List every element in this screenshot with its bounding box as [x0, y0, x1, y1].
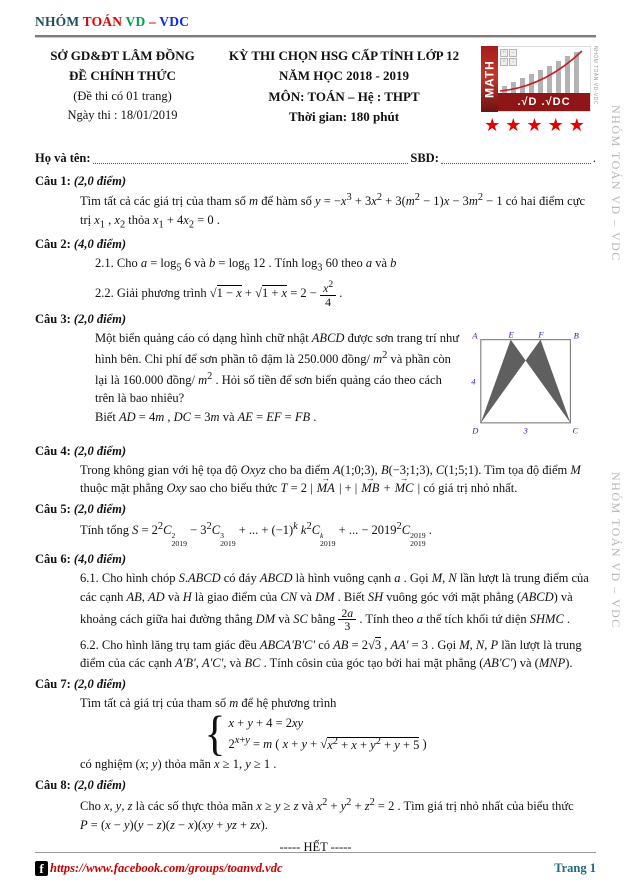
figure-label-F: F [538, 329, 544, 340]
brand-part-dash: – [145, 14, 160, 29]
question-2-points: (4,0 điểm) [73, 237, 126, 252]
figure-label-D: D [472, 425, 479, 436]
figure-label-E: E [508, 329, 514, 340]
side-watermark-top: NHÓM TOÁN VD – VDC [609, 105, 623, 262]
question-8-body: Cho x, y, z là các số thực thỏa mãn x ≥ y ≥ z và $x^2 + y^2 + z^2 = 2$ . Tìm giá trị nhỏ nhất của biểu thức P = (x − y)(y − z)(z − x)(xy + yz + zx). [80, 796, 574, 832]
question-7-outro: có nghiệm (x; y) thỏa mãn x ≥ 1, y ≥ 1 . [80, 757, 277, 772]
question-6 [35, 550, 596, 673]
exam-official-label: ĐỀ CHÍNH THỨC [69, 68, 176, 84]
figure-label-A: A [472, 330, 478, 341]
page-number: Trang 1 [554, 861, 596, 876]
school-year: NĂM HỌC 2018 - 2019 [279, 68, 409, 84]
question-2-item-2: 2.2. Giải phương trình √1 − x + √1 + x = 2 − $\frac{x^2}{4}$ . [95, 279, 343, 309]
facebook-link[interactable] [35, 859, 283, 878]
logo-banner-text: .√D .√DC [498, 93, 590, 111]
system-eq-1: x + y + 4 = 2xy [228, 715, 304, 730]
issuer-name: SỞ GD&ĐT LÂM ĐỒNG [50, 48, 195, 64]
question-7-head [35, 675, 596, 694]
side-watermark-bottom: NHÓM TOÁN VD – VDC [609, 472, 623, 629]
group-logo-block [478, 46, 596, 137]
divide-icon: ÷ [509, 58, 517, 66]
math-logo-text: MATH [481, 46, 498, 112]
logo-side-caption: NHÓM TOÁN VD-VDC [592, 46, 598, 106]
subject-line: MÔN: TOÁN – Hệ : THPT [268, 88, 420, 104]
exam-date: Ngày thi : 18/01/2019 [67, 107, 178, 122]
exam-header [35, 46, 596, 137]
question-6-item-1: 6.1. Cho hình chóp S.ABCD có đáy ABCD là hình vuông cạnh a . Gọi M, N lần lượt là trung điểm của các cạnh AB, AD và H là giao điểm của CN và DM . Biết SH vuông góc với mặt phẳng (ABCD) và khoảng cách giữa hai đường thẳng DM và SC bằng $\frac{2a}{3}$ . Tính theo a thể tích khối tứ diện SHMC . [80, 571, 589, 634]
line-tail-dot: . [592, 150, 596, 165]
question-8-points: (2,0 điểm) [73, 778, 126, 793]
system-equations [228, 714, 426, 755]
question-6-item-2: 6.2. Cho hình lăng trụ tam giác đều ABCA'B'C' có AB = 2√3 , AA' = 3 . Gọi M, N, P lần lượt là trung điểm của các cạnh A'B', A'C', và BC . Tính côsin của góc tạo bởi hai mặt phẳng (AB'C') và (MNP). [80, 637, 582, 671]
header-issuer-block [35, 46, 210, 125]
brand-part-toan: TOÁN [82, 14, 126, 29]
figure-label-B: B [573, 330, 579, 341]
question-7-points: (2,0 điểm) [73, 677, 126, 692]
name-label: Họ và tên: [35, 150, 91, 165]
figure-label-C: C [572, 425, 579, 436]
brand-part-vd: VD [125, 14, 146, 29]
question-1-body: Tìm tất cả các giá trị của tham số m để hàm số $y = -x^3 + 3x^2 + 3(m^2 - 1)x - 3m^2 - 1$ có hai điểm cực trị $x_1$ , $x_2$ thỏa $x_1 + 4x_2 = 0$ . [80, 192, 586, 231]
sbd-fill-field [441, 162, 591, 164]
minus-icon: − [509, 49, 517, 57]
question-4-points: (2,0 điểm) [73, 443, 126, 458]
question-6-label: Câu 6: [35, 552, 71, 567]
question-3 [35, 310, 596, 440]
five-stars-rating: ★★★★★ [484, 115, 590, 136]
question-4-body: Trong không gian với hệ tọa độ Oxyz cho ba điểm A(1;0;3), B(−3;1;3), C(1;5;1). Tìm tọa độ điểm M thuộc mặt phẳng Oxy sao cho biểu thức T = 2 | → MA | + | → MB + → MC | có giá trị nhỏ nhất. [80, 461, 596, 499]
question-7 [35, 675, 596, 774]
figure-label-3: 3 [523, 425, 528, 436]
question-1-head [35, 172, 596, 191]
question-2-label: Câu 2: [35, 237, 71, 252]
question-7-label: Câu 7: [35, 677, 71, 692]
page-footer [35, 852, 596, 878]
name-fill-field [93, 162, 409, 164]
question-2-item-1: 2.1. Cho $a = \log_5 6$ và $b = \log_6 12$ . Tính $\log_3 60$ theo a và b [95, 256, 397, 274]
question-3-body: Một biển quảng cáo có dạng hình chữ nhật ABCD được sơn trang trí như hình bên. Chi phí để sơn phần tô đậm là 250.000 đồng/ $m^2$ và phần còn lại là 160.000 đồng/ $m^2$ . Hỏi số tiền để sơn biển quảng cáo theo cách trên là bao nhiêu? Biết AD = 4m , DC = 3m và AE = EF = FB . [95, 330, 460, 425]
question-6-head [35, 550, 596, 569]
billboard-figure [468, 329, 596, 440]
page-count-note: (Đề thi có 01 trang) [73, 88, 172, 103]
brand-title [35, 12, 596, 32]
question-1-points: (2,0 điểm) [73, 173, 126, 188]
question-5 [35, 500, 596, 548]
logo-chart-area [498, 47, 590, 93]
facebook-url[interactable]: https://www.facebook.com/groups/toanvd.vdc [50, 861, 283, 876]
question-5-body: Tính tổng $S = 2^2C$ 2 2019 − $3^2C$ 3 2019 + ... + $(-1)^k$ $k^2C$ k 2019 + ... − $2019^2C$ 2019 2019 . [80, 520, 432, 549]
logo-main [498, 46, 591, 112]
shaded-triangle-right [526, 340, 571, 423]
plus-icon: + [500, 49, 508, 57]
math-vd-vdc-logo [481, 46, 598, 112]
question-7-system [35, 706, 596, 761]
shaded-triangle-left [481, 340, 526, 423]
exam-title: KỲ THI CHỌN HSG CẤP TỈNH LỚP 12 [228, 48, 460, 64]
system-brace: { [204, 706, 226, 761]
question-4 [35, 442, 596, 498]
question-1-label: Câu 1: [35, 173, 71, 188]
brand-part-nhom: NHÓM [35, 14, 83, 29]
facebook-icon: f [35, 861, 48, 876]
brand-divider [35, 35, 596, 38]
header-title-block [210, 46, 478, 127]
question-5-head [35, 500, 596, 519]
calculator-icon [500, 49, 517, 66]
question-4-label: Câu 4: [35, 443, 71, 458]
brand-part-vdc: VDC [159, 14, 190, 29]
question-8-head [35, 776, 596, 795]
question-2 [35, 235, 596, 308]
question-3-label: Câu 3: [35, 312, 71, 327]
question-5-label: Câu 5: [35, 502, 71, 517]
end-marker: ----- HẾT ----- [279, 840, 352, 855]
question-4-head [35, 442, 596, 461]
question-8 [35, 776, 596, 834]
question-6-points: (4,0 điểm) [73, 552, 126, 567]
question-7-intro: Tìm tất cả giá trị của tham số m để hệ phương trình [80, 695, 337, 710]
question-2-head [35, 235, 596, 254]
question-3-head [35, 310, 596, 329]
question-3-content [35, 329, 596, 440]
multiply-icon: × [500, 58, 508, 66]
system-eq-2: $2^{x+y} = m$ ( $x + y + √x^2 + x + y^2 + y + 5$ ) [228, 735, 427, 752]
duration-line: Thời gian: 180 phút [288, 108, 400, 124]
question-1 [35, 172, 596, 234]
question-3-points: (2,0 điểm) [73, 312, 126, 327]
question-8-label: Câu 8: [35, 778, 71, 793]
figure-label-4: 4 [471, 376, 476, 387]
question-5-points: (2,0 điểm) [73, 502, 126, 517]
student-info-line [35, 149, 596, 168]
sbd-label: SBD: [410, 150, 439, 165]
